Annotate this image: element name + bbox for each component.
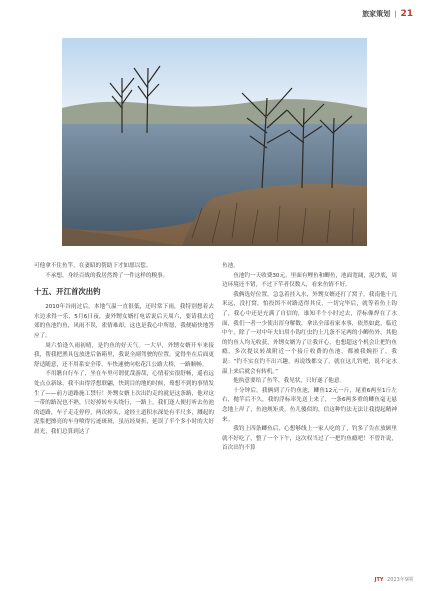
section-heading: 十五、开江首次出钓 — [34, 287, 101, 297]
left-column — [34, 262, 214, 438]
paragraph: 我钓上四条鲫鱼后，心想够线上一家人吃的了，钓多了告在放顾里就不好吃了，整了一个下午，这次权当过了一把钓鱼瘾吧！不曾许说，首次出钓不算 — [222, 426, 397, 452]
paragraph: 我俩选好位置，急急着挂入水，外甥女婿还打了窝子，我南他十几米远，没打窝，怕投饵不对路适得其反，一切完毕后，就等着鱼上钩了，我心中还是充满了自信的，谁知半个小时过去，浮标像焊在了水面，我们一者一少使出浑身解数，拿出全部看家本事，依然如此，临近中午，除了一对中年夫妇用小钩红虫钓上几条不足两的小鲫鱼外，其他的钓鱼人均无收获，外甥女婿为了让我开心，也想超这个机会让把钓鱼瘾，多次提议转战附近一个接斤收费的鱼池，都被我婉拒了，我说：“钓不实在钓不出兴趣，再说线都交了，就在这儿钓吧，说不定水温上来后就会有转机。” — [222, 291, 397, 375]
lake-scene-illustration — [62, 38, 367, 246]
section-title: 旅家策划 — [362, 10, 391, 18]
page-footer — [375, 576, 413, 583]
paragraph: 2010年谷雨过后，本地气温一直很低，还时常下雨，我特别想着去水边求得一乐，5月6日夜，妻外甥女婿打电话说后天周六，要请我去近郊的鱼池钓鱼，风雨不误，雀情难却，这也是我心中所愿，我便痛快地答应了。 — [34, 304, 214, 339]
paragraph: 鱼池。 — [222, 263, 239, 269]
paragraph: 鱼池钓一天收费30元，里面有鲤鱼和鲫鱼，池面宽阔，泥沙底，周边环境还不错，不过下竿者仅数人，看来鱼情不好。 — [222, 272, 397, 289]
paragraph: 十分钟后，我俩到了斤钓鱼池，鲫鱼12元一斤，尾重6两至1斤左右，抛竿后不久，我的浮标率先送上来了，一条6两多重的鲫鱼毫无悬念地上岸了，鱼池规矩炎，鱼儿傻似的，信这种钓法无法让我提起精神来。 — [222, 387, 397, 423]
lake-photo — [62, 38, 367, 246]
right-column — [222, 262, 397, 454]
paragraph: 周六恰逢久雨初晴，是钓鱼的好天气。一大早，外甥女婿开车来接我，帮我把渔具包放进后备箱里，我说全副驾驶的位置，觉得坐在后面更舒适随意，还不用系安全带，车快速驶向松花江公路大桥，一路顺畅。 — [34, 342, 214, 368]
header-separator: | — [394, 10, 397, 18]
issue-label: 2023年9期 — [387, 577, 413, 583]
paragraph: 可他拿不住鱼竿，在妻昭的帮助下才如愿以偿。 — [34, 263, 152, 269]
brand-logo: JTY — [374, 577, 384, 583]
page-number: 21 — [400, 9, 413, 19]
paragraph: 他执意要给了鱼竿，我见状，只好遂了他意。 — [233, 378, 346, 385]
paragraph: 不用瞧自行车了，坐在车里可谓优哉游哉，心情着实很舒畅，遥看远处点点新绿，我不由得浮想联翩，快到目的地的时候，蓦想不到的事情发生了——前方道路施工禁行！外甥女婿上次出钓走的就是这条路，他对这一带的路况也不熟，只好掉转车头绕行，一路上，我们逢人便打听去鱼池的道路，车子走走停停，两次掉头，途经土道积水深处有半尺多，溅起的泥浆把擦亮的车身喷得污迹斑斑，虽历经周折，延误了半个多小时的大好晨光，我们总算到达了 — [34, 371, 214, 435]
page-header — [362, 9, 413, 19]
paragraph: 不承想，身经百战的我居然馋了一件这样的糗事。 — [45, 272, 169, 279]
